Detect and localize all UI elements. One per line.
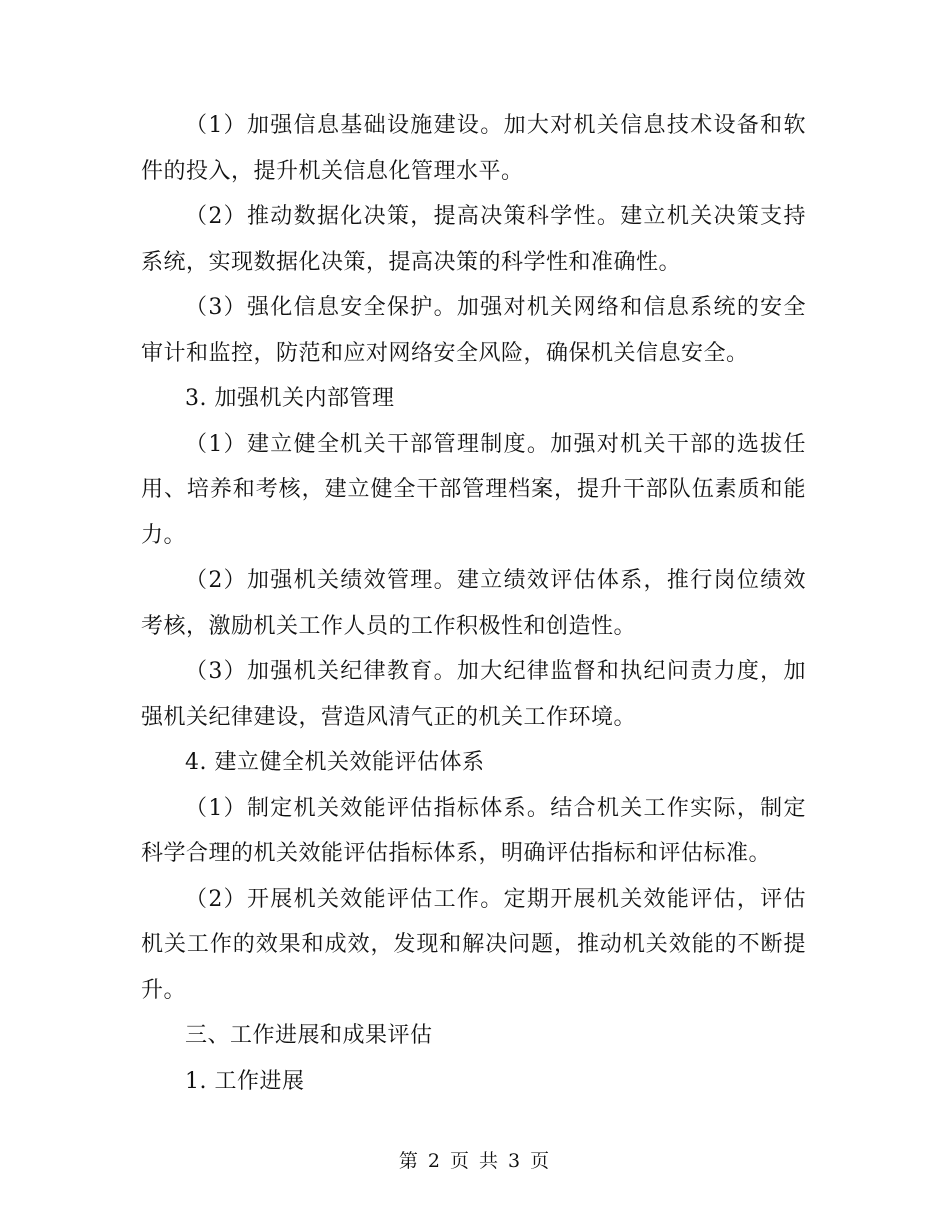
paragraph-3: （3）强化信息安全保护。加强对机关网络和信息系统的安全审计和监控，防范和应对网络安全风险，确保机关信息安全。 (141, 295, 806, 366)
section-heading-4: 4. 建立健全机关效能评估体系 (185, 750, 485, 775)
page-number-footer: 第 2 页 共 3 页 (398, 1150, 552, 1172)
section-heading-3: 3. 加强机关内部管理 (185, 386, 395, 411)
chapter-heading-3: 三、工作进展和成果评估 (185, 1023, 433, 1048)
paragraph-1: （1）加强信息基础设施建设。加大对机关信息技术设备和软件的投入，提升机关信息化管理水平。 (141, 113, 806, 184)
paragraph-7: （1）制定机关效能评估指标体系。结合机关工作实际，制定科学合理的机关效能评估指标体系，明确评估指标和评估标准。 (141, 795, 806, 866)
document-body (141, 103, 806, 1104)
paragraph-2: （2）推动数据化决策，提高决策科学性。建立机关决策支持系统，实现数据化决策，提高决策的科学性和准确性。 (141, 204, 806, 275)
paragraph-5: （2）加强机关绩效管理。建立绩效评估体系，推行岗位绩效考核，激励机关工作人员的工作积极性和创造性。 (141, 568, 806, 639)
subsection-heading-1: 1. 工作进展 (185, 1068, 305, 1094)
paragraph-4: （1）建立健全机关干部管理制度。加强对机关干部的选拔任用、培养和考核，建立健全干部管理档案，提升干部队伍素质和能力。 (141, 431, 806, 548)
paragraph-6: （3）加强机关纪律教育。加大纪律监督和执纪问责力度，加强机关纪律建设，营造风清气正的机关工作环境。 (141, 659, 806, 730)
paragraph-8: （2）开展机关效能评估工作。定期开展机关效能评估，评估机关工作的效果和成效，发现和解决问题，推动机关效能的不断提升。 (141, 886, 806, 1003)
